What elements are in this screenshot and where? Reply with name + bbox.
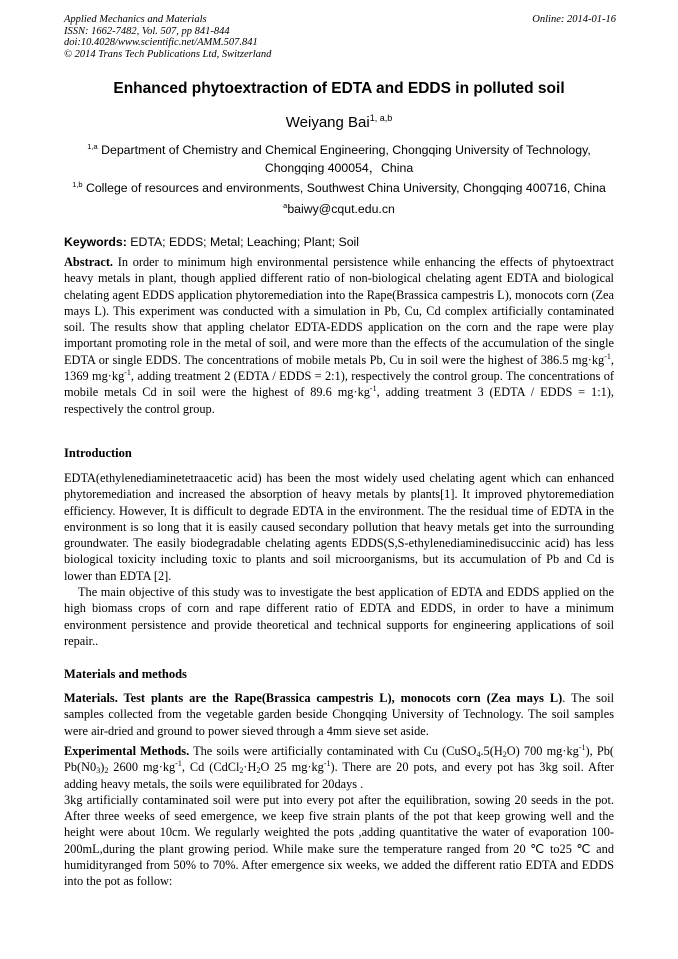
paper-title: Enhanced phytoextraction of EDTA and EDDS in polluted soil xyxy=(113,80,565,97)
keywords-label: Keywords: xyxy=(64,235,127,249)
affiliation-2-sup: 1,b xyxy=(72,180,83,189)
exp-sub-d: 2 xyxy=(502,750,507,759)
author-name: Weiyang Bai xyxy=(285,114,370,131)
online-date: Online: 2014-01-16 xyxy=(532,14,616,25)
unit-sup-3: -1 xyxy=(369,384,377,394)
materials-label: Materials. Test plants are the Rape(Brassica campestris L), monocots corn (Zea mays L) xyxy=(64,691,563,705)
introduction xyxy=(64,470,614,649)
issn-line: ISSN: 1662-7482, Vol. 507, pp 841-844 xyxy=(64,25,230,37)
email-text: baiwy@cqut.edu.cn xyxy=(287,202,395,216)
experimental-label: Experimental Methods. xyxy=(64,744,190,758)
exp-text-o: ). There are 20 pots, and every pot has 3kg soil. After adding heavy metals, the soils were equilibrated for 20days . xyxy=(64,760,614,791)
unit-sup-1: -1 xyxy=(604,351,611,361)
exp-text-l: , Cd (CdCl xyxy=(181,760,240,775)
introduction-heading: Introduction xyxy=(64,446,132,460)
affiliation-1-sup: 1,a xyxy=(87,142,98,151)
exp-sup-n: -1 xyxy=(323,759,331,769)
doi-line: doi:10.4028/www.scientific.net/AMM.507.841 xyxy=(64,37,258,48)
abstract-text-2: , 1369 mg·kg xyxy=(64,352,614,384)
exp-sub-l: 2 xyxy=(239,766,244,776)
journal-name: Applied Mechanics and Materials xyxy=(64,14,207,25)
keywords xyxy=(64,234,614,250)
exp-text-i: ) xyxy=(100,760,105,775)
affiliation-1 xyxy=(64,138,614,177)
exp-sup-f: -1 xyxy=(578,743,586,752)
exp-sub-m: 2 xyxy=(256,766,261,776)
abstract-text-4: , adding treatment 3 (EDTA / EDDS = 1:1), respectively the control group. xyxy=(64,385,614,416)
abstract-label: Abstract. xyxy=(64,255,114,269)
exp-text-n: O 25 mg·kg xyxy=(260,760,324,775)
introduction-paragraph-1: EDTA(ethylenediaminetetraacetic acid) has been the most widely used chelating agent which can enhanced phytoremediation and increased the absorption of heavy metals by plants[1]. It improved phytoremediation efficiency. However, It is difficult to degrade EDTA in the environment. The the residual time of EDTA in the environment is so long that it is easily caused secondary pollution that heavy metals get into the surrounding groundwater. The easily biodegradable chelating agents EDDS(S,S-ethylenediaminedisuccinic acid) has less biological toxicity including toxic to plants and soil microorganisms, but its accumulation of Pb and Cd is lower than EDTA [2]. xyxy=(64,471,614,583)
exp-sub-h: 3 xyxy=(96,766,101,776)
experimental-methods xyxy=(64,743,614,890)
author-sup: 1, a,b xyxy=(369,113,393,123)
keywords-text: EDTA; EDDS; Metal; Leaching; Plant; Soil xyxy=(130,235,360,249)
affiliation-2 xyxy=(54,176,624,197)
affiliation-2-text: College of resources and environments, Southwest China University, Chongqing 400716, China xyxy=(85,181,606,195)
journal-header xyxy=(64,14,271,60)
exp-sub-j: 2 xyxy=(104,766,109,776)
email-line xyxy=(64,197,614,218)
introduction-paragraph-2: The main objective of this study was to investigate the best application of EDTA and EDDS applied on the high biomass crops of corn and rape different ratio of EDTA and EDDS, in order to have a minimum environment persistence and provide theoretical and technical supports for engineering applications of soil repair.. xyxy=(64,585,614,648)
unit-sup-2: -1 xyxy=(124,368,131,378)
abstract-text-1: In order to minimum high environmental persistence while enhancing the effects of phytoextract heavy metals in plant, though applied different ratio of non-biological chelating agent EDTA and biological chelating agent EDDS application phytoremediation into the Rape(Brassica campestris L), monocots corn (Zea mays L). This experiment was conducted with a simulation in Pb, Cu, Cd complex artificially contaminated soil. The results show that appling chelator EDTA-EDDS application on the corn and the rape were play important promoting role in the metal of soil, and were more than the effects of the accumulation of the single EDTA or single EDDS. The concentrations of mobile metals Pb, Cu in soil were the highest of 386.5 mg·kg xyxy=(64,255,614,367)
exp-text-a: The soils were artificially contaminated with Cu (CuSO xyxy=(193,744,477,758)
exp-sub-b: 4 xyxy=(476,750,481,759)
exp-sup-k: -1 xyxy=(175,759,182,769)
abstract-text-3: , adding treatment 2 (EDTA / EDDS = 2:1), respectively the control group. The concentrations of mobile metals Cd in soil were the highest of 89.6 mg·kg xyxy=(64,369,614,400)
materials-text: . The soil samples collected from the vegetable garden beside Chongqing University of Technology. The soil samples were air-dried and ground to power sieved through a 4mm sieve set aside. xyxy=(64,691,615,738)
methods-heading: Materials and methods xyxy=(64,667,187,681)
email-sup: a xyxy=(283,201,288,210)
copyright-line: © 2014 Trans Tech Publications Ltd, Switzerland xyxy=(64,48,272,60)
affiliation-1-text: Department of Chemistry and Chemical Engineering, Chongqing University of Technology, Chongqing 400054，China xyxy=(101,143,591,175)
materials-paragraph xyxy=(64,690,614,739)
exp-text-e: O) 700 mg·kg xyxy=(506,744,579,758)
exp-text-c: .5(H xyxy=(480,744,503,758)
exp-text-m: ·H xyxy=(243,760,257,775)
methods-paragraph-3: 3kg artificially contaminated soil were put into every pot after the equilibration, sowing 20 seeds in the pot. After three weeks of seed emergence, we keep five strain plants of the pot that keep growing well and the height were about 10cm. We regularly weighted the pots ,adding quantitative the water of evaporation 100-200mL,during the plant growing period. While make sure the temperature ranged from 20 ℃ to25 ℃ and humidityranged from 50% to 70%. After emergence six weeks, we added the different ratio EDTA and EDDS into the pot as follow: xyxy=(64,792,614,889)
author-line xyxy=(0,113,678,131)
exp-text-g: ), Pb( Pb(N0 xyxy=(64,744,614,775)
exp-text-k: 2600 mg·kg xyxy=(108,760,176,775)
abstract xyxy=(64,254,614,417)
